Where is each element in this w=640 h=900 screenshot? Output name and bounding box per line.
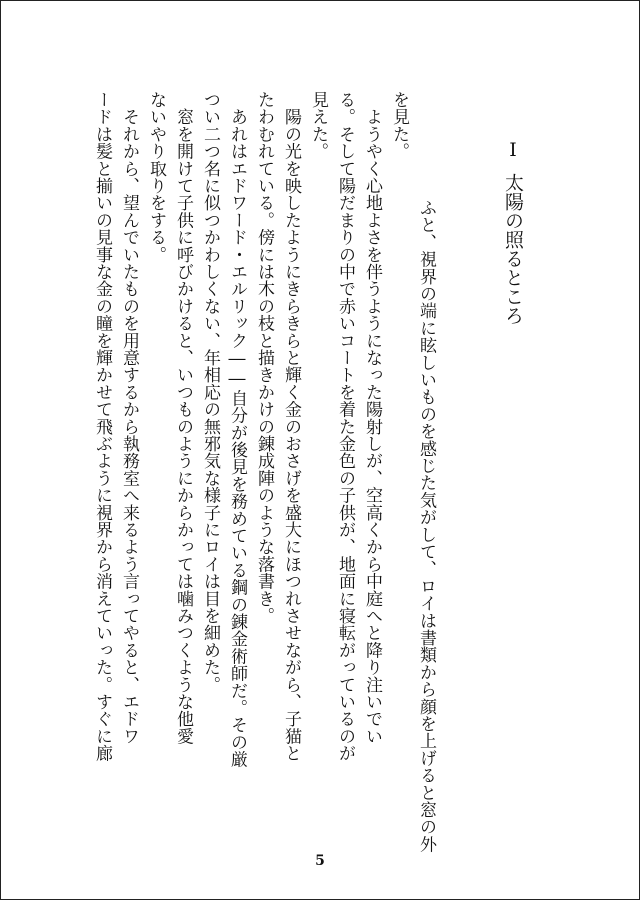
text-line: を見た。 — [389, 91, 409, 160]
chapter-title: 太陽の照るところ — [502, 173, 524, 325]
text-line: 陽の光を映したようにきらきらと輝く金のおさげを盛大にほつれさせながら、子猫と — [281, 91, 301, 762]
text-line: ようやく心地よさを伴うようになった陽射しが、空高くから中庭へと降り注いでい — [362, 91, 382, 745]
page-number: 5 — [315, 853, 325, 869]
text-line: あれはエドワード・エルリック――自分が後見を務めている鋼の錬金術師だ。その厳 — [227, 91, 247, 768]
text-line: ードは髪と揃いの見事な金の瞳を輝かせて飛ぶように視界から消えていった。すぐに廊 — [92, 91, 112, 762]
text-line: る。そして陽だまりの中で赤いコートを着た金色の子供が、地面に寝転がっているのが — [335, 91, 355, 762]
text-line: 見えた。 — [308, 91, 328, 160]
text-line: ないやり取りをする。 — [146, 91, 166, 263]
chapter-heading — [499, 139, 527, 325]
text-line: それから、望んでいたものを用意するから執務室へ来るよう言ってやると、エドワ — [119, 91, 139, 745]
text-line: たわむれている。傍には木の枝と描きかけの錬成陣のような落書き。 — [254, 91, 274, 625]
text-line: つい二つ名に似つかわしくない、年相応の無邪気な様子にロイは目を細めた。 — [200, 91, 220, 693]
chapter-numeral: I — [502, 139, 524, 161]
text-line: 窓を開けて子供に呼びかけると、いつものようにからかっては噛みつくような他愛 — [173, 91, 193, 745]
text-line: ふと、視界の端に眩しいものを感じた気がして、ロイは書類から顔を上げると窓の外 — [416, 199, 436, 853]
